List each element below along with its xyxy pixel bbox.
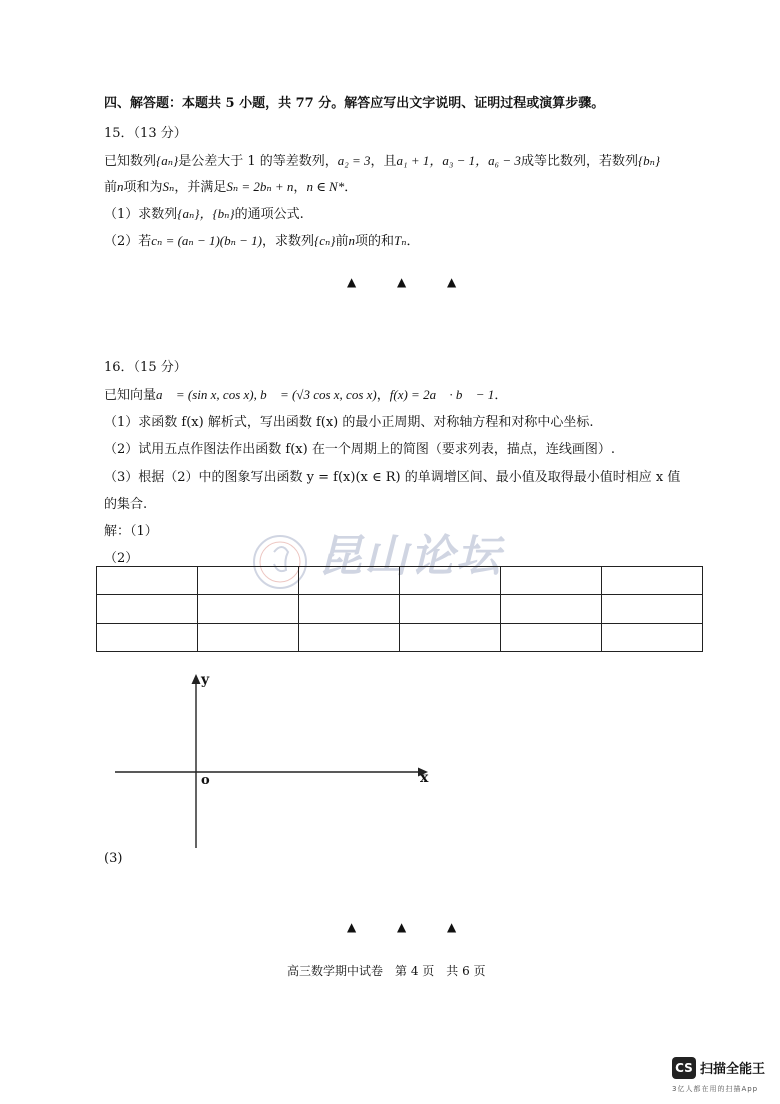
q15-math: Tₙ xyxy=(393,233,407,248)
q15-text: ，求数列 xyxy=(262,234,315,249)
q15-text: （2）若 xyxy=(104,234,152,249)
q15-number: 15．（13 分） xyxy=(104,126,187,141)
table-cell[interactable] xyxy=(501,567,602,595)
q16-text: ， xyxy=(376,388,390,403)
table-row xyxy=(97,595,703,623)
answer-part2-label: （2） xyxy=(104,551,139,566)
table-cell[interactable] xyxy=(198,595,299,623)
separator-triangle: ▲ xyxy=(347,275,357,289)
separator-triangle: ▲ xyxy=(397,920,407,934)
q15-math: {aₙ} xyxy=(156,153,179,168)
q15-text: 项的和 xyxy=(354,234,394,249)
q15-text: ， xyxy=(293,180,307,195)
q15-line2 xyxy=(104,176,357,195)
separator-triangle: ▲ xyxy=(397,275,407,289)
q16-part3: （3）根据（2）中的图象写出函数 y = f(x)(x ∈ R) 的单调增区间、最小值及取得最小值时相应 x 值 xyxy=(104,470,681,485)
origin-label: o xyxy=(201,773,210,788)
q15-text: 的通项公式. xyxy=(234,207,304,222)
table-cell[interactable] xyxy=(97,623,198,651)
q15-text: ，并满足 xyxy=(174,180,227,195)
separator-triangle: ▲ xyxy=(447,920,457,934)
table-cell[interactable] xyxy=(299,595,400,623)
q15-part1 xyxy=(104,203,304,222)
separator-triangle: ▲ xyxy=(447,275,457,289)
table-cell[interactable] xyxy=(299,567,400,595)
q15-math: {cₙ} xyxy=(314,233,336,248)
q16-part3-cont: 的集合. xyxy=(104,497,148,512)
y-axis-arrow-icon xyxy=(192,674,201,684)
page-footer: 高三数学期中试卷 第 4 页 共 6 页 xyxy=(287,964,486,978)
table-cell[interactable] xyxy=(602,595,703,623)
y-axis-label: y xyxy=(201,672,210,688)
table-cell[interactable] xyxy=(602,623,703,651)
q16-line1 xyxy=(104,384,507,403)
answer-part3-label: (3) xyxy=(104,851,123,866)
table-cell[interactable] xyxy=(299,623,400,651)
q16-text: 已知向量 xyxy=(104,388,157,403)
q15-math: n xyxy=(348,233,355,248)
q16-part1: （1）求函数 f(x) 解析式，写出函数 f(x) 的最小正周期、对称轴方程和对称中心坐标. xyxy=(104,415,594,430)
q16-part2: （2）试用五点作图法作出函数 f(x) 在一个周期上的简图（要求列表，描点，连线画图）. xyxy=(104,442,615,457)
q15-text: 是公差大于 1 的等差数列， xyxy=(178,154,338,169)
table-cell[interactable] xyxy=(400,567,501,595)
x-axis-label: x xyxy=(420,770,429,786)
q16-math: f(x) = 2a⃗ · b⃗ − 1 xyxy=(389,387,495,402)
camscanner-tagline: 3亿人都在用的扫描App xyxy=(672,1085,759,1093)
q15-part2 xyxy=(104,230,420,249)
separator-triangle: ▲ xyxy=(347,920,357,934)
q15-math: Sₙ = 2bₙ + n xyxy=(226,179,294,194)
table-cell[interactable] xyxy=(400,623,501,651)
q15-text: ． xyxy=(344,180,358,195)
camscanner-name: 扫描全能王 xyxy=(700,1062,766,1077)
coordinate-axes xyxy=(0,665,780,865)
q15-text: 成等比数列，若数列 xyxy=(520,154,638,169)
q16-number: 16．（15 分） xyxy=(104,360,187,375)
q15-text: ，且 xyxy=(370,154,397,169)
q15-math: {aₙ}，{bₙ} xyxy=(177,206,235,221)
q15-text: 前 xyxy=(104,180,118,195)
table-row xyxy=(97,567,703,595)
q15-math: n ∈ N* xyxy=(306,179,345,194)
q15-text: 项和为 xyxy=(123,180,163,195)
table-cell[interactable] xyxy=(198,623,299,651)
q15-text: 前 xyxy=(335,234,349,249)
q15-math: n xyxy=(117,179,124,194)
five-point-table xyxy=(96,566,703,652)
q15-math: {bₙ} xyxy=(637,153,661,168)
table-cell[interactable] xyxy=(602,567,703,595)
table-cell[interactable] xyxy=(501,623,602,651)
q15-math: a₁ + 1，a₃ − 1，a₆ − 3 xyxy=(396,153,521,168)
q16-math: a⃗ = (sin x, cos x), b⃗ = (√3 cos x, cos x) xyxy=(156,387,377,402)
q15-text: （1）求数列 xyxy=(104,207,178,222)
q15-text: ． xyxy=(406,234,420,249)
section-title: 四、解答题：本题共 5 小题，共 77 分。解答应写出文字说明、证明过程或演算步骤。 xyxy=(104,96,605,111)
camscanner-logo-icon: CS xyxy=(672,1057,696,1079)
table-cell[interactable] xyxy=(400,595,501,623)
q15-math: cₙ = (aₙ − 1)(bₙ − 1) xyxy=(151,233,262,248)
table-row xyxy=(97,623,703,651)
q15-math: a₂ = 3 xyxy=(337,153,371,168)
answer-label: 解：（1） xyxy=(104,524,158,539)
q16-text: ． xyxy=(494,388,508,403)
table-cell[interactable] xyxy=(97,567,198,595)
table-cell[interactable] xyxy=(501,595,602,623)
q15-math: Sₙ xyxy=(162,179,175,194)
table-cell[interactable] xyxy=(198,567,299,595)
table-cell[interactable] xyxy=(97,595,198,623)
q15-line1 xyxy=(104,150,660,169)
watermark-text: 昆山论坛 xyxy=(318,531,502,582)
q15-text: 已知数列 xyxy=(104,154,157,169)
